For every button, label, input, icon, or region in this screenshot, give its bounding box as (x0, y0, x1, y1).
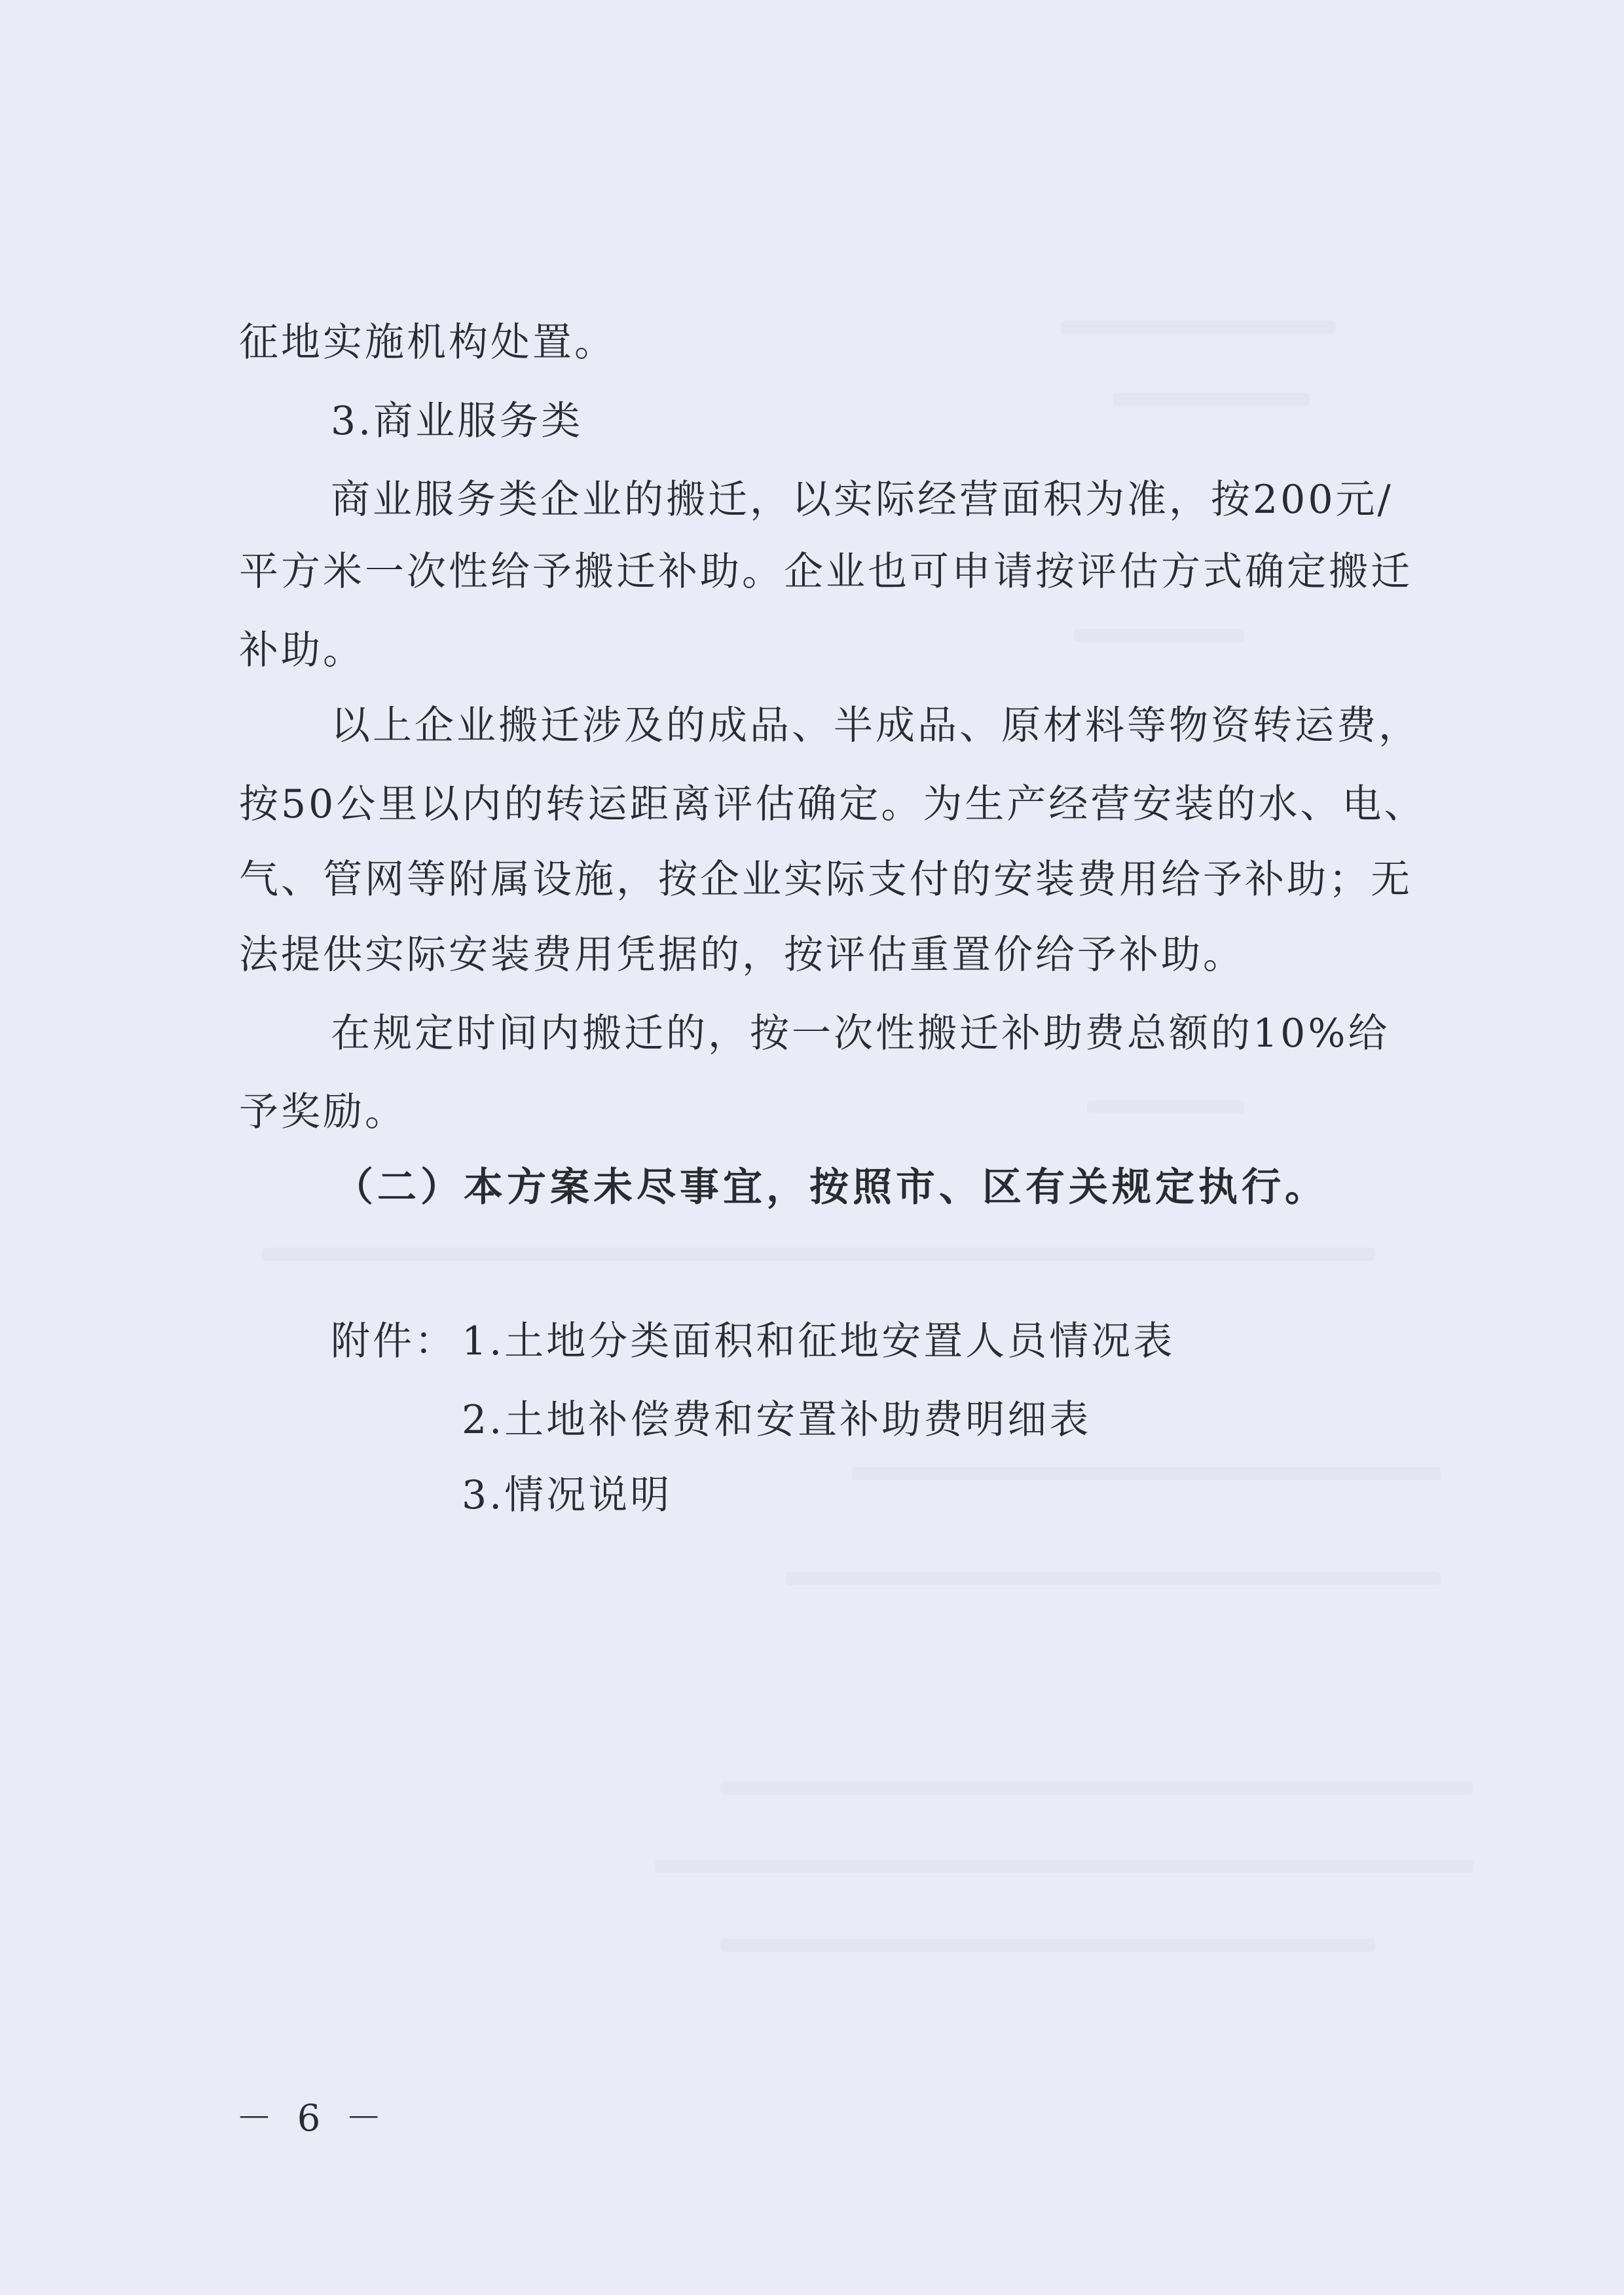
attachments-label: 附件： (331, 1318, 456, 1364)
bleed-through-mark (1074, 629, 1244, 642)
bleed-through-mark (786, 1572, 1441, 1585)
attachment-item-1: 1.土地分类面积和征地安置人员情况表 (462, 1318, 1175, 1364)
section-heading: 3.商业服务类 (331, 398, 583, 444)
body-line-3: 商业服务类企业的搬迁，以实际经营面积为准，按200元/ (331, 477, 1393, 523)
page-number: － 6 － (236, 2097, 389, 2140)
body-line-11: 予奖励。 (239, 1089, 407, 1135)
body-line-1: 征地实施机构处置。 (239, 320, 616, 365)
bleed-through-mark (720, 1939, 1375, 1952)
bleed-through-mark (720, 1782, 1473, 1795)
bleed-through-mark (1113, 393, 1310, 406)
body-line-8: 气、管网等附属设施，按企业实际支付的安装费用给予补助；无 (239, 857, 1412, 903)
body-line-9: 法提供实际安装费用凭据的，按评估重置价给予补助。 (239, 932, 1245, 978)
attachment-item-2: 2.土地补偿费和安置补助费明细表 (462, 1397, 1092, 1443)
bleed-through-mark (1087, 1100, 1244, 1113)
body-line-7: 按50公里以内的转运距离评估确定。为生产经营安装的水、电、 (239, 781, 1426, 827)
body-line-4: 平方米一次性给予搬迁补助。企业也可申请按评估方式确定搬迁 (239, 549, 1412, 595)
body-line-5: 补助。 (239, 627, 365, 673)
body-line-6: 以上企业搬迁涉及的成品、半成品、原材料等物资转运费， (331, 703, 1420, 749)
body-line-10: 在规定时间内搬迁的，按一次性搬迁补助费总额的10%给 (331, 1011, 1390, 1056)
clause-heading: （二）本方案未尽事宜，按照市、区有关规定执行。 (334, 1165, 1328, 1210)
bleed-through-mark (1061, 321, 1336, 334)
bleed-through-mark (655, 1860, 1473, 1873)
bleed-through-mark (262, 1248, 1375, 1261)
bleed-through-mark (851, 1467, 1441, 1480)
attachment-item-3: 3.情况说明 (462, 1472, 673, 1518)
